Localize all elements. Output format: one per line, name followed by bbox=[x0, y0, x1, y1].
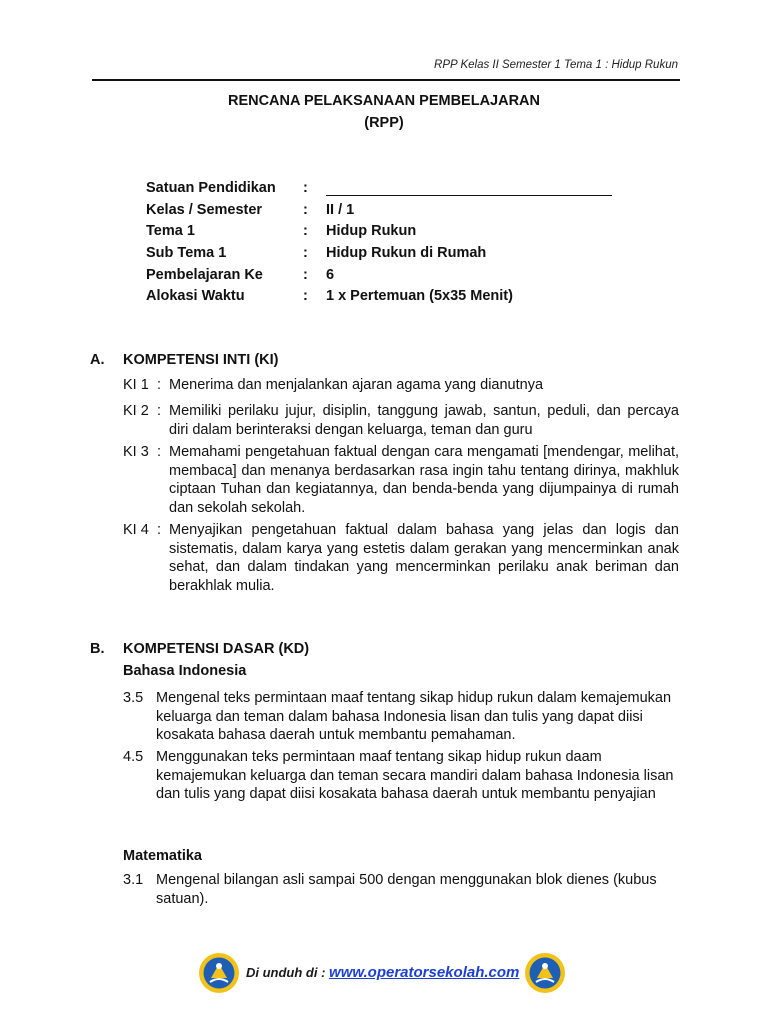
section-b-letter: B. bbox=[90, 641, 105, 657]
identity-label: Sub Tema 1 bbox=[146, 245, 227, 262]
tut-wuri-handayani-logo bbox=[524, 952, 566, 994]
identity-value: 1 x Pertemuan (5x35 Menit) bbox=[326, 288, 513, 305]
download-prefix: Di unduh di : bbox=[246, 965, 330, 980]
identity-label: Kelas / Semester bbox=[146, 201, 263, 218]
ki-text: Menerima dan menjalankan ajaran agama yang dianutnya bbox=[169, 377, 544, 393]
identity-colon: : bbox=[303, 266, 308, 283]
identity-colon: : bbox=[303, 288, 308, 305]
subject-heading: Matematika bbox=[123, 848, 202, 864]
ki-item bbox=[123, 402, 679, 439]
footer bbox=[0, 952, 768, 1000]
section-b-title: KOMPETENSI DASAR (KD) bbox=[123, 641, 310, 657]
running-head: RPP Kelas II Semester 1 Tema 1 : Hidup Rukun bbox=[434, 59, 678, 71]
identity-row bbox=[146, 223, 626, 245]
tut-wuri-handayani-logo bbox=[198, 952, 240, 994]
ki-text: Menyajikan pengetahuan faktual dalam bahasa yang jelas dan logis dan sistematis, dalam karya yang estetis dalam gerakan yang mencerminkan anak sehat, dan dalam tindakan yang mencerminkan perilaku anak beriman dan berakhlak mulia. bbox=[169, 522, 679, 594]
section-a-title: KOMPETENSI INTI (KI) bbox=[123, 352, 279, 368]
identity-colon: : bbox=[303, 201, 308, 218]
identity-value: II / 1 bbox=[326, 201, 355, 218]
kd-number: 3.1 bbox=[123, 872, 144, 888]
ki-code: KI 2 bbox=[123, 403, 149, 419]
identity-colon: : bbox=[303, 180, 308, 196]
kd-item bbox=[123, 871, 679, 908]
identity-label: Pembelajaran Ke bbox=[146, 266, 263, 283]
ki-item bbox=[123, 521, 679, 595]
identity-label: Tema 1 bbox=[146, 223, 195, 240]
ki-item bbox=[123, 376, 679, 395]
document-title: RENCANA PELAKSANAAN PEMBELAJARAN bbox=[227, 93, 541, 109]
download-link[interactable]: www.operatorsekolah.com bbox=[329, 964, 520, 981]
identity-colon: : bbox=[303, 223, 308, 240]
identity-value: 6 bbox=[326, 266, 335, 283]
kd-text: Mengenal teks permintaan maaf tentang sikap hidup rukun dalam kemajemukan keluarga dan teman dalam bahasa Indonesia lisan dan tulis yang dapat diisi kosakata bahasa daerah untuk membantu pemahaman. bbox=[156, 690, 672, 744]
ki-code: KI 1 bbox=[123, 377, 149, 393]
section-a-letter: A. bbox=[90, 352, 105, 368]
identity-value: Hidup Rukun bbox=[326, 223, 417, 240]
header-rule bbox=[92, 79, 680, 81]
kd-number: 4.5 bbox=[123, 749, 144, 765]
identity-value: Hidup Rukun di Rumah bbox=[326, 245, 487, 262]
kd-number: 3.5 bbox=[123, 690, 144, 706]
identity-table bbox=[146, 180, 626, 310]
kd-text: Menggunakan teks permintaan maaf tentang sikap hidup rukun daam kemajemukan keluarga dan teman secara mandiri dalam bahasa Indonesia lisan dan tulis yang dapat diisi kosakata bahasa daerah untuk membantu penyajian bbox=[156, 749, 674, 803]
kd-item bbox=[123, 748, 679, 804]
document-subtitle: (RPP) bbox=[364, 115, 404, 131]
identity-colon: : bbox=[303, 245, 308, 262]
fill-in-blank-line bbox=[326, 195, 612, 196]
ki-code: KI 4 bbox=[123, 522, 149, 538]
ki-separator: : bbox=[157, 377, 162, 393]
ki-separator: : bbox=[157, 522, 162, 538]
subject-heading: Bahasa Indonesia bbox=[123, 663, 247, 679]
ki-item bbox=[123, 443, 679, 517]
kd-text: Mengenal bilangan asli sampai 500 dengan menggunakan blok dienes (kubus satuan). bbox=[156, 872, 657, 907]
identity-row bbox=[146, 288, 626, 310]
ki-separator: : bbox=[157, 444, 162, 460]
download-note bbox=[246, 964, 519, 981]
identity-label: Alokasi Waktu bbox=[146, 288, 245, 305]
identity-label: Satuan Pendidikan bbox=[146, 180, 276, 196]
identity-row bbox=[146, 202, 626, 224]
ki-text: Memahami pengetahuan faktual dengan cara mengamati [mendengar, melihat, membaca] dan menanya berdasarkan rasa ingin tahu tentang dirinya, makhluk ciptaan Tuhan dan kegiatannya, dan benda-benda yang dijumpainya di rumah dan sekolah sekolah. bbox=[169, 444, 679, 516]
identity-row bbox=[146, 267, 626, 289]
ki-code: KI 3 bbox=[123, 444, 149, 460]
identity-row bbox=[146, 180, 626, 202]
ki-separator: : bbox=[157, 403, 162, 419]
ki-text: Memiliki perilaku jujur, disiplin, tanggung jawab, santun, peduli, dan percaya diri dalam berinteraksi dengan keluarga, teman dan guru bbox=[169, 403, 679, 438]
kd-item bbox=[123, 689, 679, 745]
identity-row bbox=[146, 245, 626, 267]
